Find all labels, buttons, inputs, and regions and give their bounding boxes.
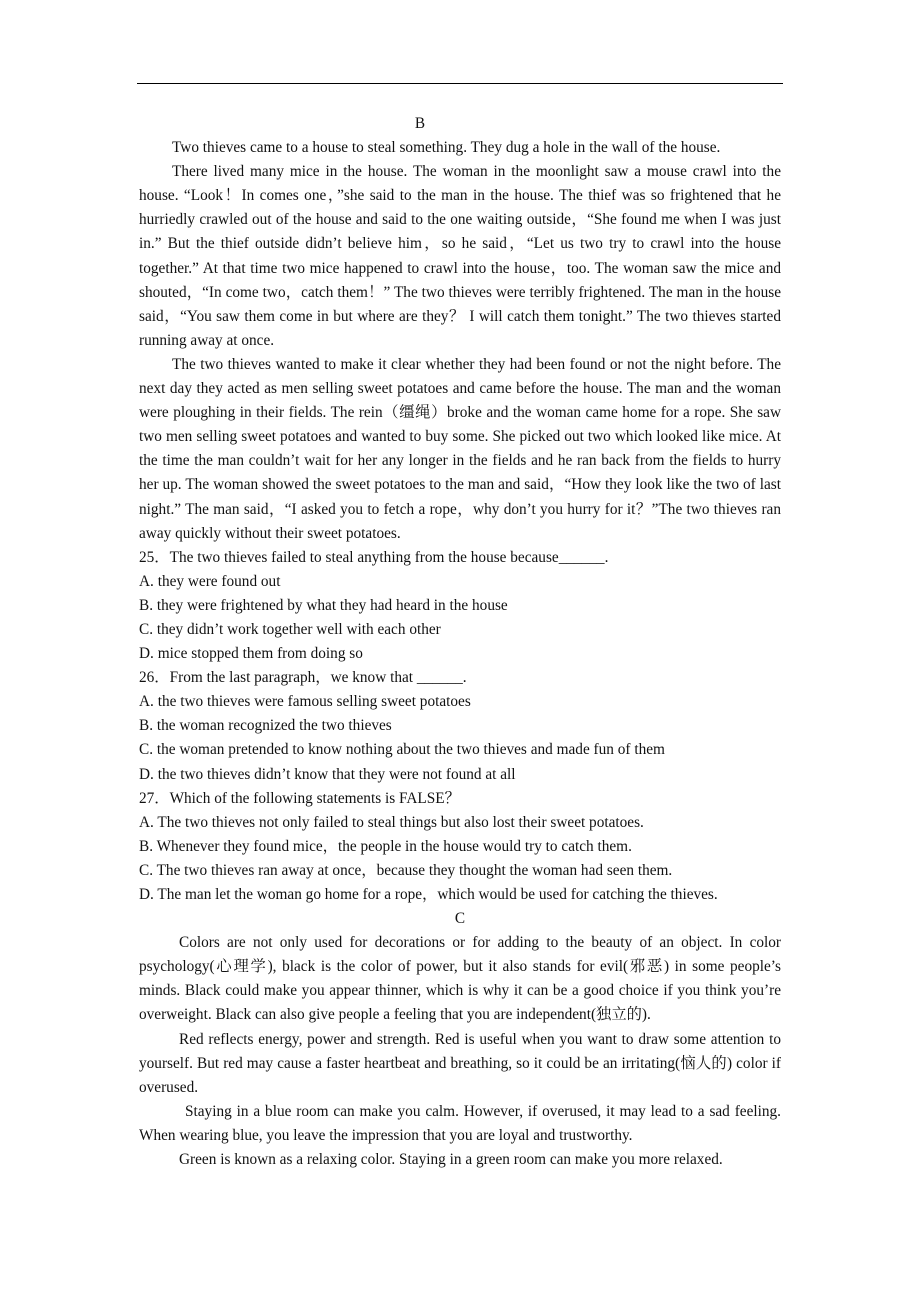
document-body [139,112,781,1172]
answer-option: A. The two thieves not only failed to steal things but also lost their sweet potatoes. [139,813,644,831]
question-stem: 26．From the last paragraph，we know that ______. [139,669,467,687]
section-c-paragraph-2: Red reflects energy, power and strength. Red is useful when you want to draw some attention to yourself. But red may cause a faster heartbeat and breathing, so it could be an irritating(恼人的) color if overused. [139,1030,781,1096]
question-27 [139,787,781,907]
header-rule [137,83,783,84]
answer-option: D. the two thieves didn’t know that they were not found at all [139,765,516,783]
section-c-paragraph-4: Green is known as a relaxing color. Staying in a green room can make you more relaxed. [179,1151,723,1169]
answer-option: C. The two thieves ran away at once，because they thought the woman had seen them. [139,861,673,879]
answer-option: C. the woman pretended to know nothing about the two thieves and made fun of them [139,741,665,759]
answer-option: B. Whenever they found mice，the people in the house would try to catch them. [139,837,632,855]
answer-option: D. mice stopped them from doing so [139,645,363,663]
answer-option: D. The man let the woman go home for a rope，which would be used for catching the thieves. [139,886,718,903]
question-stem: 25．The two thieves failed to steal anything from the house because______. [139,548,609,566]
section-c-paragraph-3: Staying in a blue room can make you calm. However, if overused, it may lead to a sad feeling. When wearing blue, you leave the impression that you are loyal and trustworthy. [139,1102,781,1144]
question-26 [139,666,781,786]
section-b-paragraph-2: There lived many mice in the house. The woman in the moonlight saw a mouse crawl into the house. “Look！In comes one，”she said to the man in the house. The thief was so frightened that he hurriedly crawled out of the house and said to the one waiting outside，“She found me when I was just in.” But the thief outside didn’t believe him，so he said，“Let us two try to crawl into the house together.” At that time two mice happened to crawl into the house，too. The woman saw the mice and shouted，“In come two，catch them！” The two thieves were terribly frightened. The man in the house said，“You saw them come in but where are they？ I will catch them tonight.” The two thieves started running away at once. [139,163,781,349]
section-b-paragraph-1: Two thieves came to a house to steal something. They dug a hole in the wall of the house. [172,139,721,157]
section-b-heading: B [414,115,426,132]
question-stem: 27．Which of the following statements is FALSE？ [139,789,460,807]
section-b-paragraph-3: The two thieves wanted to make it clear whether they had been found or not the night before. The next day they acted as men selling sweet potatoes and came before the house. The man and the woman were ploughing in their fields. The rein（缰绳）broke and the woman came home for a rope. She saw two men selling sweet potatoes and wanted to buy some. She picked out two which looked like mice. At the time the man couldn’t wait for her any longer in the fields and he ran back from the fields to hurry her up. The woman showed the sweet potatoes to the man and said，“How they look like the two of last night.” The man said，“I asked you to fetch a rope，why don’t you hurry for it？”The two thieves ran away quickly without their sweet potatoes. [139,355,781,542]
section-c-heading: C [454,910,466,928]
question-25 [139,546,781,666]
answer-option: B. the woman recognized the two thieves [139,717,392,735]
section-c-paragraph-1: Colors are not only used for decorations or for adding to the beauty of an object. In color psychology(心理学), black is the color of power, but it also stands for evil(邪恶) in some people’s minds. Black could make you appear thinner, which is why it can be a good choice if you think you’re overweight. Black can also give people a feeling that you are independent(独立的). [139,934,781,1024]
answer-option: A. they were found out [139,572,281,590]
answer-option: A. the two thieves were famous selling sweet potatoes [139,693,471,711]
answer-option: B. they were frightened by what they had heard in the house [139,596,508,614]
answer-option: C. they didn’t work together well with each other [139,620,441,638]
